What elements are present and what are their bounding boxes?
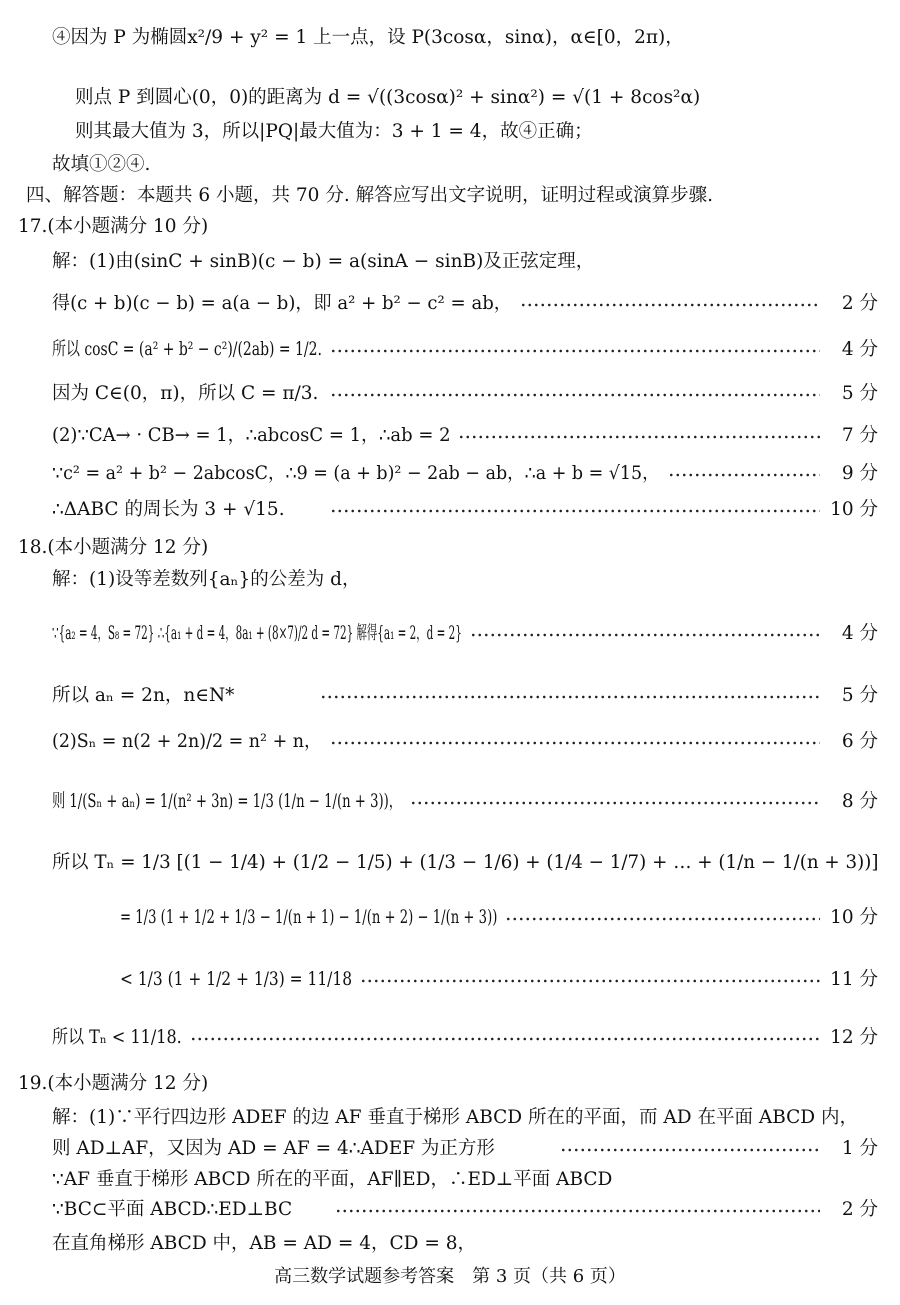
line-text: < 1/3 (1 + 1/2 + 1/3) = 11/18 <box>120 969 353 990</box>
line-text: 解：(1)∵平行四边形 ADEF 的边 AF 垂直于梯形 ABCD 所在的平面，而 AD 在平面 ABCD 内， <box>52 1107 859 1128</box>
line-text: 所以 Tₙ < 11/18. <box>52 1027 182 1048</box>
line-l10 <box>0 374 900 414</box>
line-text: ∴ΔABC 的周长为 3 + √15. <box>52 499 285 520</box>
line-l21 <box>0 898 900 938</box>
line-text: 18.(本小题满分 12 分) <box>18 537 209 558</box>
line-text: 在直角梯形 ABCD 中，AB = AD = 4，CD = 8， <box>52 1233 477 1254</box>
score-marker: 4 分 <box>841 623 878 644</box>
line-l07 <box>0 242 900 282</box>
line-text: ∵{a₂ = 4，S₈ = 72} ∴{a₁ + d = 4，8a₁ + (8×7)/2 d = 72} 解得{a₁ = 2，d = 2} <box>52 623 462 644</box>
line-l22 <box>0 960 900 1000</box>
line-l15 <box>0 560 900 600</box>
dot-leader <box>470 633 820 637</box>
line-text: ∵c² = a² + b² − 2abcosC，∴9 = (a + b)² − 2ab − ab，∴a + b = √15， <box>52 463 660 484</box>
dot-leader <box>520 303 820 307</box>
line-text: 四、解答题：本题共 6 小题，共 70 分. 解答应写出文字说明，证明过程或演算步骤. <box>26 185 713 206</box>
line-l29 <box>0 1224 900 1264</box>
line-l06 <box>0 207 900 247</box>
line-text: 17.(本小题满分 10 分) <box>18 216 209 237</box>
line-l23 <box>0 1018 900 1058</box>
score-marker: 6 分 <box>841 731 878 752</box>
line-text: (2)∵CA→ · CB→ = 1，∴abcosC = 1，∴ab = 2 <box>52 425 451 446</box>
line-text: 则其最大值为 3，所以|PQ|最大值为：3 + 1 = 4，故④正确； <box>75 121 593 142</box>
score-marker: 10 分 <box>830 907 878 928</box>
line-text: 则点 P 到圆心(0，0)的距离为 d = √((3cosα)² + sinα²) = √(1 + 8cos²α) <box>75 87 701 108</box>
dot-leader <box>330 741 820 745</box>
line-text: ∵AF 垂直于梯形 ABCD 所在的平面，AF∥ED，∴ED⊥平面 ABCD <box>52 1169 613 1190</box>
line-text: 所以 Tₙ = 1/3 [(1 − 1/4) + (1/2 − 1/5) + (1/3 − 1/6) + (1/4 − 1/7) + … + (1/n − 1/(n + 3))] <box>52 852 879 873</box>
dot-leader <box>335 1209 820 1213</box>
dot-leader <box>560 1148 820 1152</box>
line-l16 <box>0 614 900 654</box>
line-text: 因为 C∈(0，π)，所以 C = π/3. <box>52 383 319 404</box>
line-text: = 1/3 (1 + 1/2 + 1/3 − 1/(n + 1) − 1/(n + 2) − 1/(n + 3)) <box>120 907 498 928</box>
score-marker: 11 分 <box>830 969 878 990</box>
score-marker: 1 分 <box>841 1138 878 1159</box>
score-marker: 2 分 <box>841 1199 878 1220</box>
dot-leader <box>410 801 820 805</box>
line-text: 则 AD⊥AF，又因为 AD = AF = 4∴ADEF 为正方形 <box>52 1138 495 1159</box>
dot-leader <box>330 393 820 397</box>
line-l20 <box>0 843 900 883</box>
dot-leader <box>458 435 820 439</box>
score-marker: 10 分 <box>830 499 878 520</box>
dot-leader <box>360 979 820 983</box>
line-text: 19.(本小题满分 12 分) <box>18 1073 209 1094</box>
line-l08 <box>0 284 900 324</box>
line-text: (2)Sₙ = n(2 + 2n)/2 = n² + n， <box>52 731 322 752</box>
page-footer: 高三数学试题参考答案 第 3 页（共 6 页） <box>274 1266 626 1287</box>
dot-leader <box>330 509 820 513</box>
line-text: ④因为 P 为椭圆x²/9 + y² = 1 上一点，设 P(3cosα，sinα)，α∈[0，2π)， <box>52 27 684 48</box>
line-text: 则 1/(Sₙ + aₙ) = 1/(n² + 3n) = 1/3 (1/n − 1/(n + 3))， <box>52 791 402 812</box>
dot-leader <box>190 1037 820 1041</box>
score-marker: 2 分 <box>841 293 878 314</box>
score-marker: 8 分 <box>841 791 878 812</box>
score-marker: 5 分 <box>841 383 878 404</box>
score-marker: 12 分 <box>830 1027 878 1048</box>
line-l12 <box>0 454 900 494</box>
line-l13 <box>0 490 900 530</box>
line-text: 得(c + b)(c − b) = a(a − b)，即 a² + b² − c² = ab， <box>52 293 512 314</box>
line-text: 解：(1)设等差数列{aₙ}的公差为 d， <box>52 569 361 590</box>
line-l09 <box>0 330 900 370</box>
line-text: 故填①②④. <box>52 154 151 175</box>
dot-leader <box>330 349 820 353</box>
score-marker: 4 分 <box>841 339 878 360</box>
line-text: 所以 cosC = (a² + b² − c²)/(2ab) = 1/2. <box>52 339 322 360</box>
score-marker: 9 分 <box>841 463 878 484</box>
line-text: 所以 aₙ = 2n，n∈N* <box>52 685 235 706</box>
line-text: 解：(1)由(sinC + sinB)(c − b) = a(sinA − sinB)及正弦定理， <box>52 251 595 272</box>
score-marker: 7 分 <box>841 425 878 446</box>
line-l19 <box>0 782 900 822</box>
line-text: ∵BC⊂平面 ABCD∴ED⊥BC <box>52 1199 293 1220</box>
score-marker: 5 分 <box>841 685 878 706</box>
line-l11 <box>0 416 900 456</box>
dot-leader <box>320 695 820 699</box>
dot-leader <box>505 917 820 921</box>
line-l17 <box>0 676 900 716</box>
dot-leader <box>668 473 820 477</box>
line-l01 <box>0 18 900 58</box>
line-l18 <box>0 722 900 762</box>
